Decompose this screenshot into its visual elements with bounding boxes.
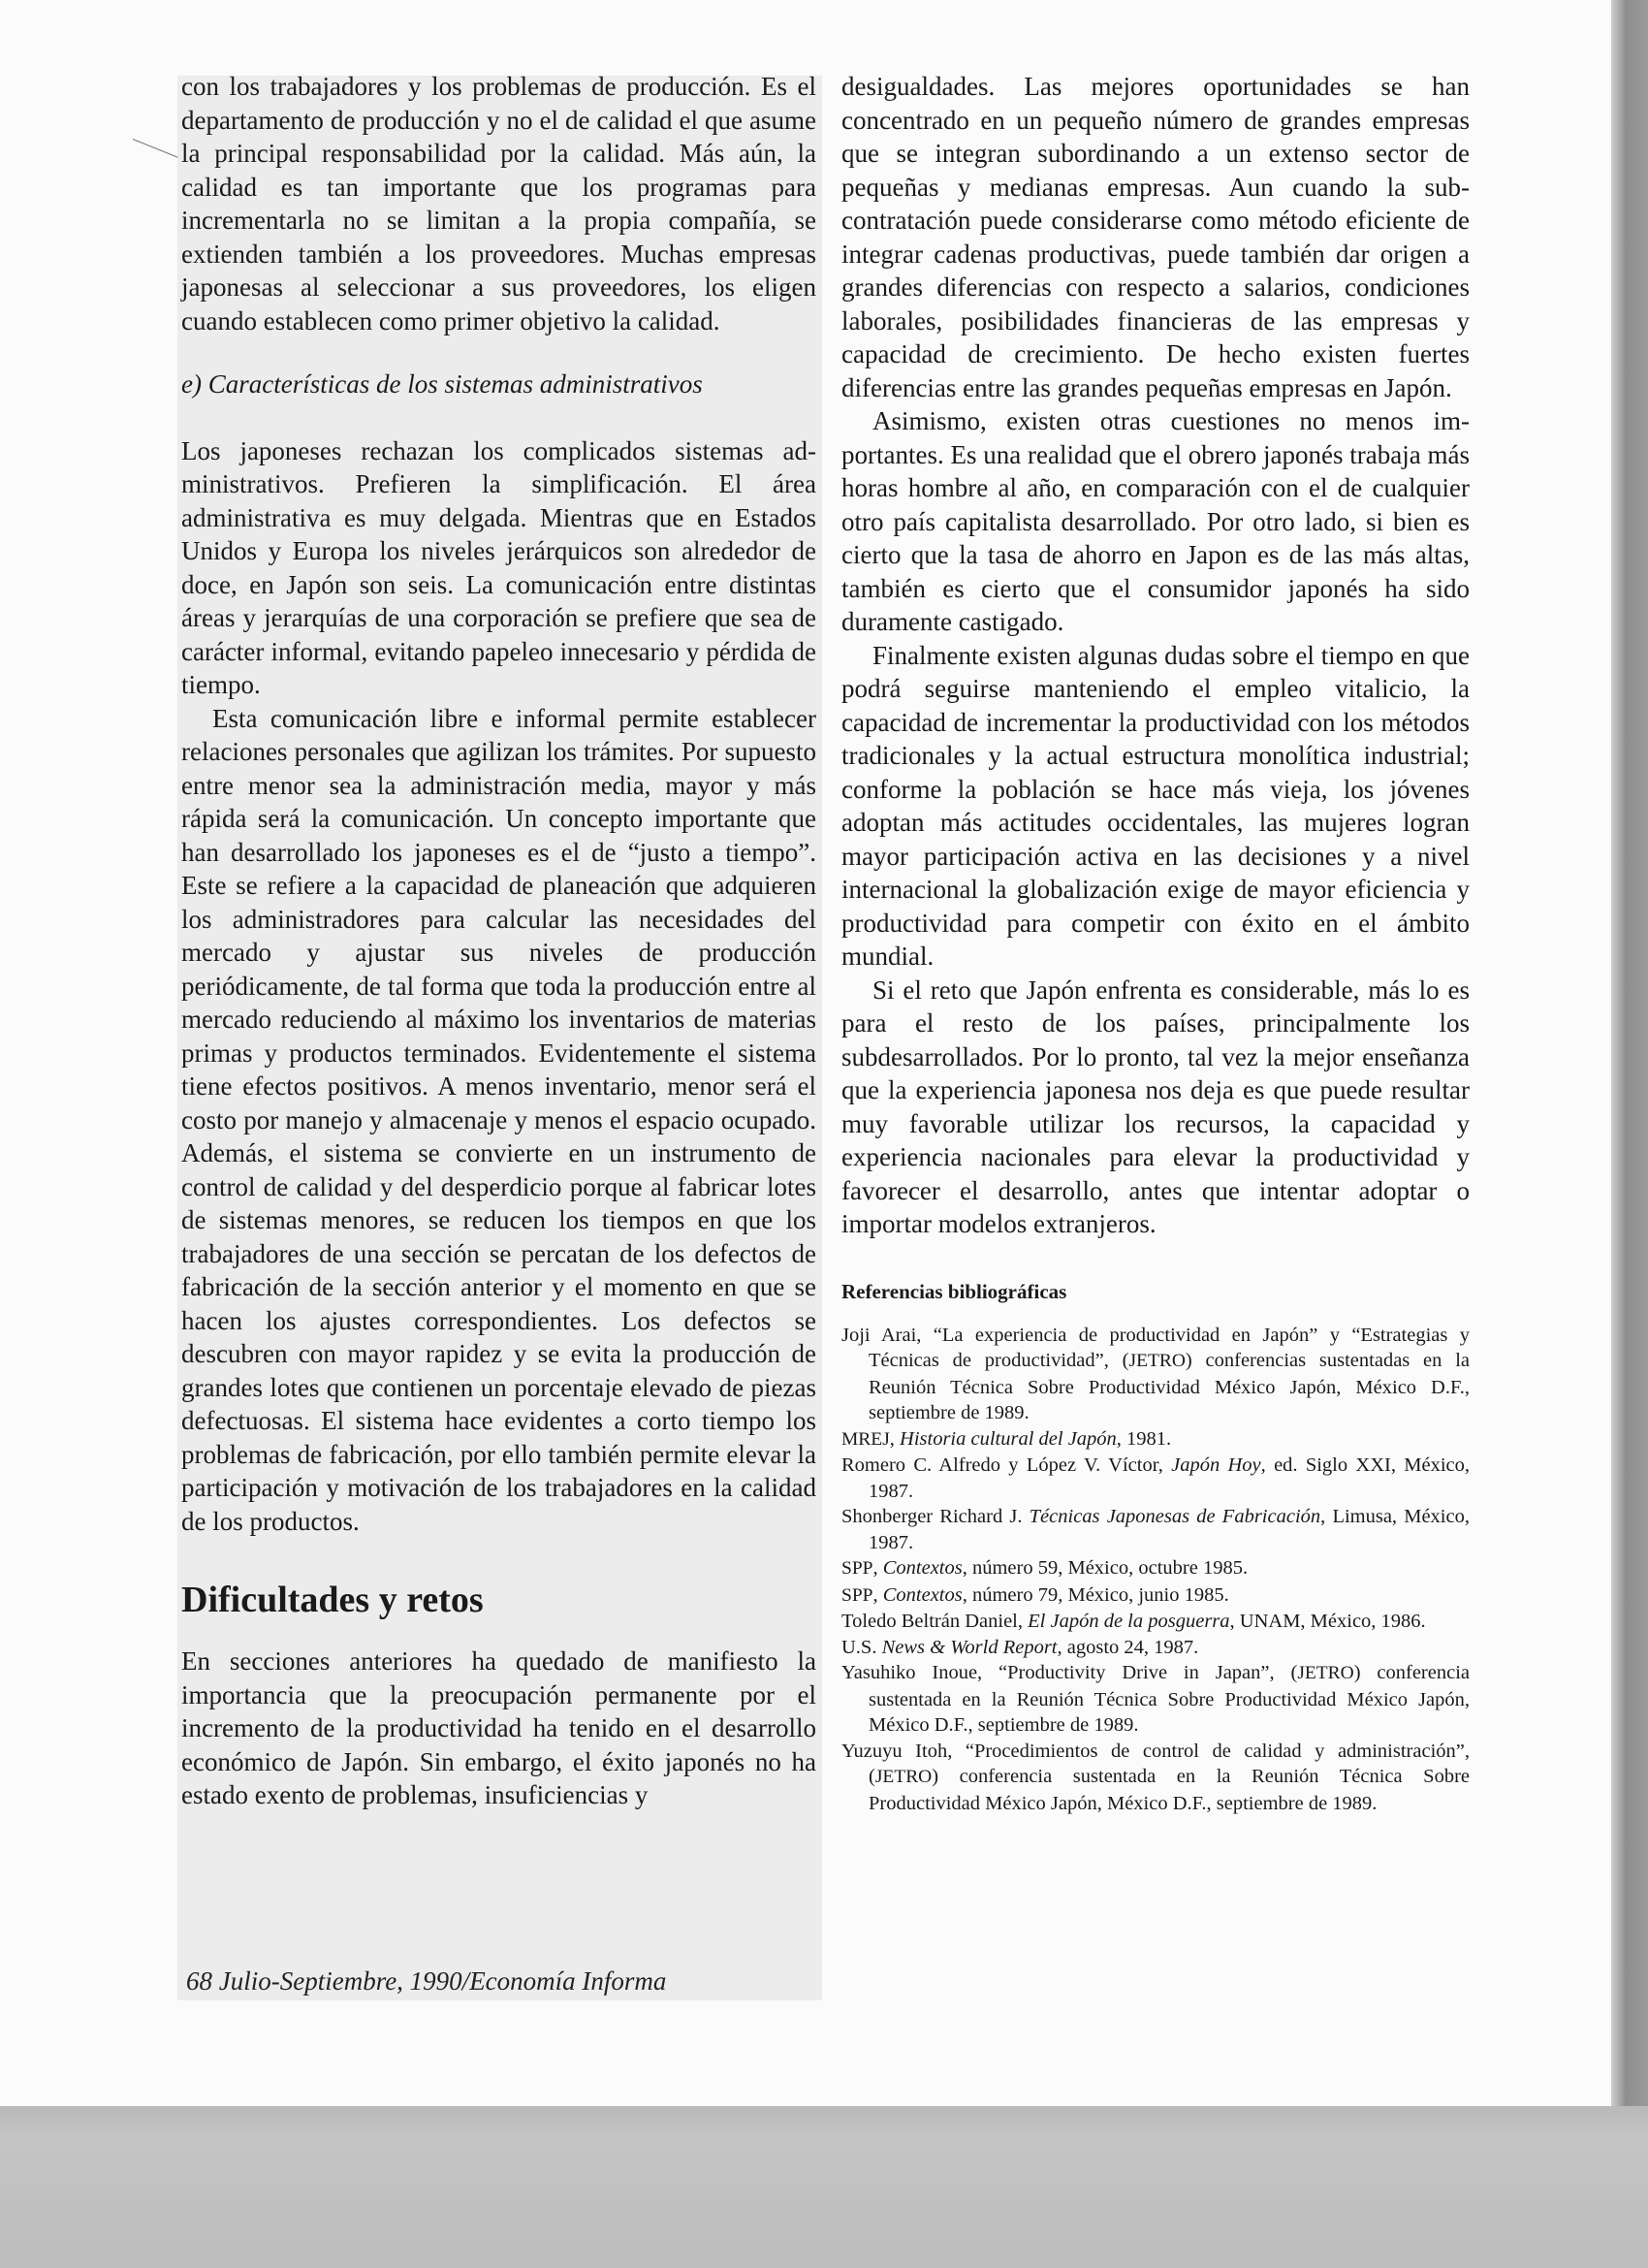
reference-post: ) conferencia sustentada en la Reunión Técnica Sobre Productividad México Japón, México D.F., septiembre de 1989. [869, 1662, 1471, 1736]
reference-pre: Joji Arai, “La experiencia de productividad en Japón” y “Estrategias y Técnicas de productividad”, ( [841, 1324, 1470, 1371]
reference-sc: JETRO [874, 1767, 933, 1787]
reference-post: , Limusa, México, 1987. [869, 1506, 1470, 1553]
reference-item [841, 1504, 1470, 1555]
reference-pre: Romero C. Alfredo y López V. Víctor, [841, 1454, 1172, 1476]
reference-sc: JETRO [1128, 1351, 1186, 1371]
reference-title: Japón Hoy [1171, 1454, 1261, 1476]
paragraph: Asimismo, existen otras cuestiones no menos importantes. Es una realidad que el obrero japonés trabaja más horas hombre al año, en comparación con el de cualquier otro país capitalista desarrollado. Por otro lado, si bien es cierto que la tasa de ahorro en Japon es de las más altas, también es cierto que el consumidor japonés ha sido duramente castigado. [841, 406, 1470, 636]
reference-item [841, 1660, 1470, 1739]
references-title: Referencias bibliográficas [841, 1279, 1067, 1303]
reference-sc-lead: MREJ [841, 1428, 890, 1450]
reference-pre: , [872, 1583, 883, 1606]
right-column [841, 70, 1470, 1816]
reference-pre: Toledo Beltrán Daniel, [841, 1611, 1029, 1632]
scan-right-edge [1611, 0, 1648, 2268]
paragraph: En secciones anteriores ha quedado de manifiesto la importancia que la preocupación permanente por el incremento de la productividad ha tenido en el desarrollo económico de Japón. Sin embargo, el éxito japonés no ha estado exento de problemas, insuficiencias y [181, 1646, 816, 1809]
paragraph: desigualdades. Las mejores oportunidades se han concentrado en un pequeño número de grandes empresas que se integran subordinando a un extenso sector de pequeñas y medianas empresas. Aun cuando la subcontratación puede considerarse como método eficiente de integrar cadenas productivas, puede también dar origen a grandes diferencias con respecto a salarios, condiciones laborales, posibilidades financieras de las empresas y capacidad de crecimiento. De hecho existen fuertes diferencias entre las grandes pequeñas empresas en Japón. [841, 72, 1470, 402]
reference-post: , número 79, México, junio 1985. [962, 1583, 1229, 1606]
paragraph: Los japoneses rechazan los complicados sistemas administrativos. Prefieren la simplificación. El área administrativa es muy delgada. Mientras que en Estados Unidos y Europa los niveles jerárquicos son alrededor de doce, en Japón son seis. La comunicación entre distintas áreas y jerarquías de una corporación se prefiere que sea de carácter informal, evitando papeleo innecesario y pérdida de tiempo. [181, 435, 816, 699]
reference-item [841, 1426, 1470, 1453]
paragraph: Si el reto que Japón enfrenta es considerable, más lo es para el resto de los países, principalmente los subdesarrollados. Por lo pronto, tal vez la mejor enseñanza que la experiencia japonesa nos deja es que puede resultar muy favorable utilizar los recursos, la capacidad y experiencia nacionales para elevar la productividad y favorecer el desarrollo, antes que intentar adoptar o importar modelos extranjeros. [841, 974, 1470, 1238]
reference-title: Historia cultural del Japón [900, 1427, 1117, 1450]
reference-sc: JETRO [1297, 1663, 1354, 1683]
reference-item [841, 1453, 1470, 1504]
reference-item [841, 1609, 1470, 1635]
reference-pre: Yuzuyu Itoh, “Procedimientos de control de calidad y administración”, ( [841, 1740, 1470, 1787]
reference-sc-lead: SPP [841, 1584, 873, 1606]
scan-bottom-band [0, 2106, 1648, 2268]
reference-title: Contextos [882, 1557, 963, 1579]
page-footer: 68 Julio-Septiembre, 1990/Economía Informa [186, 1966, 667, 1996]
reference-sc-lead: SPP [841, 1558, 873, 1579]
reference-pre: , [872, 1557, 883, 1579]
paragraph: con los trabajadores y los problemas de producción. Es el departamento de producción y no el de calidad el que asume la principal responsabilidad por la calidad. Más aún, la calidad es tan importante que los programas para incrementarla no se limitan a la propia compañía, se extienden también a los proveedores. Muchas empresas japonesas al seleccionar a sus proveedores, los eligen cuando establecen como primer objetivo la calidad. [181, 72, 816, 335]
reference-post: ) conferencias sustentadas en la Reunión Técnica Sobre Productividad México Japón, México D.F., septiembre de 1989. [869, 1350, 1470, 1423]
reference-pre: U.S. [841, 1636, 882, 1658]
reference-item [841, 1555, 1470, 1582]
reference-title: News & World Report [881, 1636, 1058, 1658]
reference-post: , número 59, México, octubre 1985. [962, 1557, 1249, 1579]
paragraph: Finalmente existen algunas dudas sobre el tiempo en que podrá seguirse manteniendo el empleo vitalicio, la capacidad de incrementar la productividad con los métodos tradicionales y la actual estructura monolítica industrial; conforme la población se hace más vieja, los jóvenes adoptan más actitudes occidentales, las mujeres logran mayor participación activa en las decisiones y a nivel internacional la globalización exige de mayor eficiencia y productividad para competir con éxito en el ámbito mundial. [841, 640, 1470, 971]
reference-post: , UNAM, México, 1986. [1229, 1611, 1426, 1632]
reference-item [841, 1635, 1470, 1661]
left-column [181, 70, 816, 1812]
reference-item [841, 1323, 1470, 1426]
reference-title: Técnicas Japonesas de Fabricación [1029, 1506, 1321, 1527]
reference-post: , 1981. [1116, 1427, 1172, 1450]
reference-pre: , [889, 1427, 901, 1450]
section-title: Dificultades y retos [181, 1580, 484, 1620]
reference-item [841, 1582, 1470, 1610]
reference-post: , agosto 24, 1987. [1057, 1636, 1199, 1658]
reference-pre: Yasuhiko Inoue, “Productivity Drive in Japan”, ( [841, 1662, 1298, 1683]
reference-title: Contextos [882, 1583, 963, 1606]
reference-post: , ed. Siglo XXI, México, 1987. [869, 1454, 1470, 1502]
paragraph: Esta comunicación libre e informal permite establecer relaciones personales que agilizan los trámites. Por supuesto entre menor sea la administración media, mayor y más rápida será la comunicación. Un concepto importante que han desarrollado los japoneses es el de “justo a tiempo”. Este se refiere a la capacidad de planeación que adquieren los administradores para calcular las necesidades del mercado y ajustar sus niveles de producción periódicamente, de tal forma que toda la producción entre al mercado reduciendo al máximo los inventarios de materias primas y productos terminados. Evidentemente el sistema tiene efectos positivos. A menos inventario, menor será el costo por manejo y almacenaje y menos el espacio ocupado. Además, el sistema se convierte en un instrumento de control de calidad y del desperdicio porque al fabricar lotes de sistemas menores, se reducen los tiempos en que los trabajadores de una sección se percatan de los defectos de fabricación de la sección anterior y el momento en que se hacen los ajustes correspondientes. Los defectos se descubren con mayor rapidez y se evita la producción de grandes lotes que contienen un porcentaje elevado de piezas defectuosas. El sistema hace evidentes a corto tiempo los problemas de fabricación, por ello también permite elevar la participación y motivación de los trabajadores en la calidad de los productos. [181, 703, 816, 1536]
reference-post: ) conferencia sustentada en la Reunión Técnica Sobre Productividad México Japón, México D.F., septiembre de 1989. [869, 1766, 1470, 1814]
reference-item [841, 1739, 1470, 1817]
reference-title: El Japón de la posguerra [1028, 1611, 1230, 1632]
subheading: e) Características de los sistemas administrativos [181, 369, 703, 399]
reference-pre: Shonberger Richard J. [841, 1506, 1030, 1527]
references-list [841, 1323, 1470, 1817]
